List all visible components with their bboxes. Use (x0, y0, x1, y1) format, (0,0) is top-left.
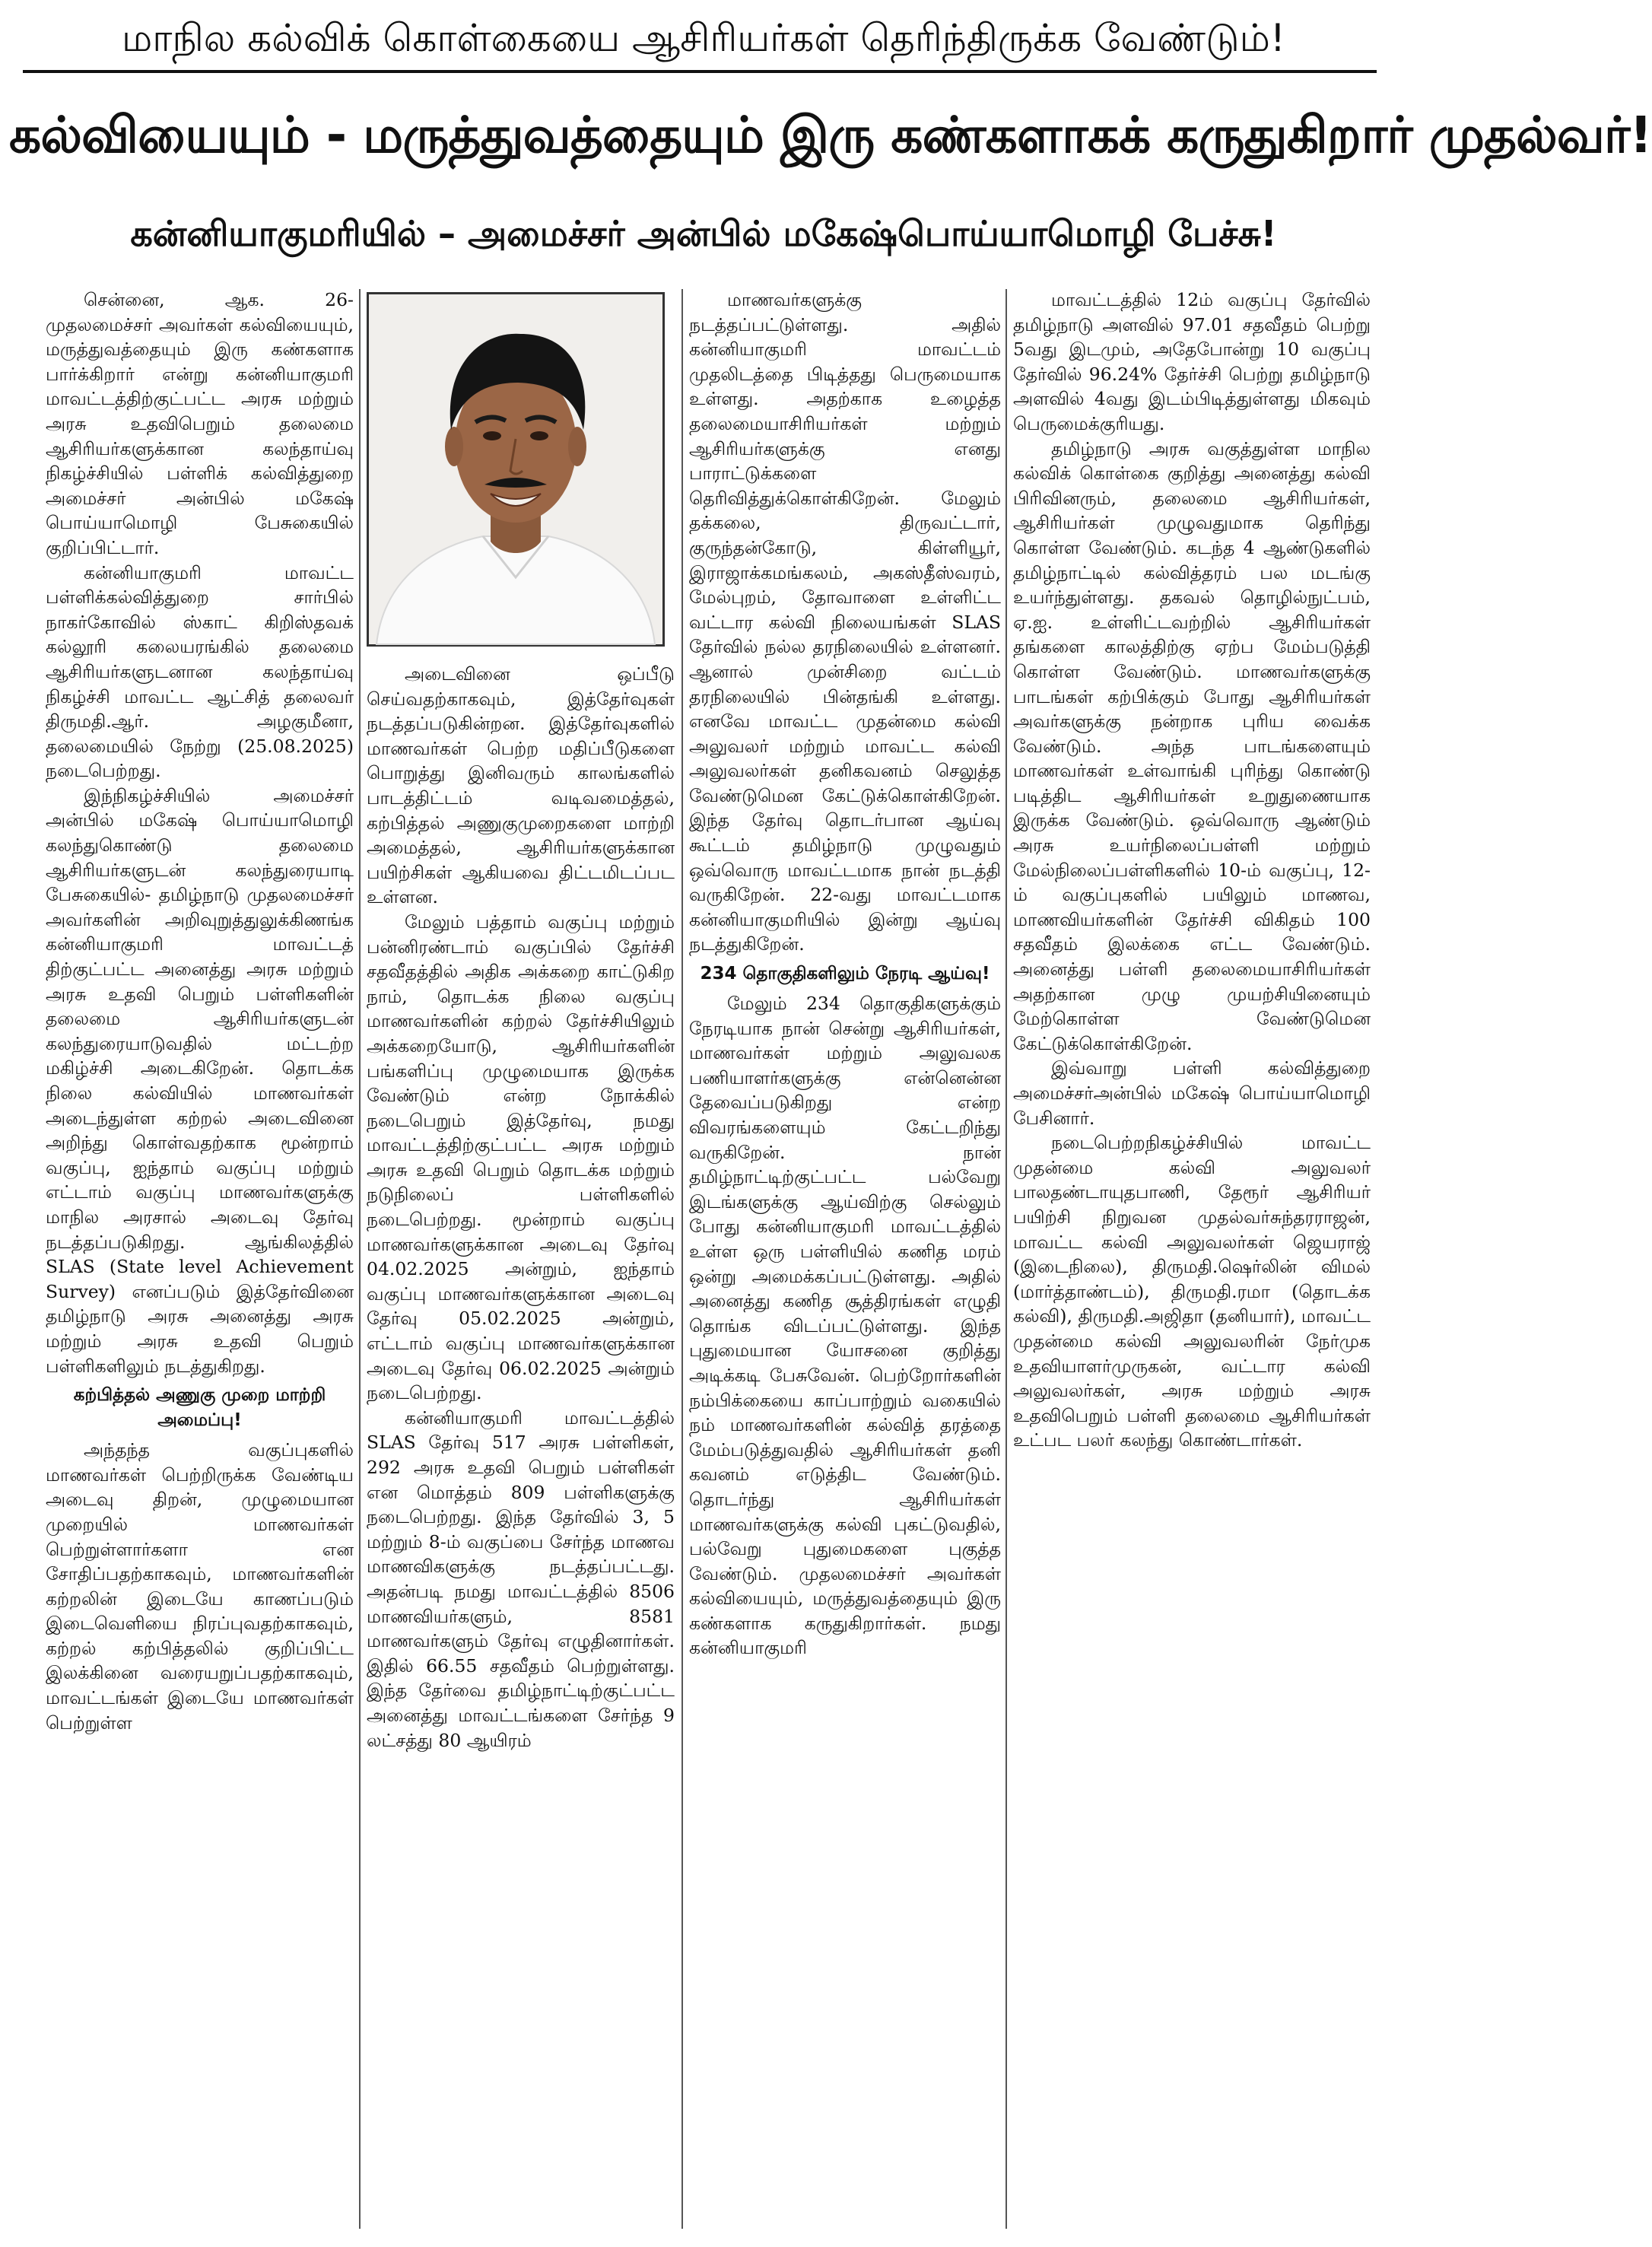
kicker-headline: மாநில கல்விக் கொள்கையை ஆசிரியர்கள் தெரிந்திருக்க வேண்டும்! (122, 16, 1285, 60)
paragraph: இந்நிகழ்ச்சியில் அமைச்சர் அன்பில் மகேஷ் பொய்யாமொழி கலந்துகொண்டு தலைமை ஆசிரியர்களுடன் கலந்துரையாடி பேசுகையில்- தமிழ்நாடு முதலமைச்சர் அவர்களின் அறிவுறுத்துலுக்கிணங்க கன்னியாகுமரி மாவட்டத் திற்குட்பட்ட அனைத்து அரசு மற்றும் அரசு உதவி பெறும் பள்ளிகளின் தலைமை ஆசிரியர்களுடன் கலந்துரையாடுவதில் மட்டற்ற மகிழ்ச்சி அடைகிறேன். தொடக்க நிலை கல்வியில் மாணவர்கள் அடைந்துள்ள கற்றல் அடைவினை அறிந்து கொள்வதற்காக மூன்றாம் வகுப்பு, ஐந்தாம் வகுப்பு மற்றும் எட்டாம் வகுப்பு மாணவர்களுக்கு மாநில அரசால் அடைவு தேர்வு நடத்தப்படுகிறது. ஆங்கிலத்தில் SLAS (State level Achievement Survey) எனப்படும் இத்தேர்வினை தமிழ்நாடு அரசு அனைத்து அரசு மற்றும் அரசு உதவி பெறும் பள்ளிகளிலும் நடத்துகிறது. (46, 784, 354, 1377)
kicker-rule (23, 70, 1377, 73)
paragraph: மாணவர்களுக்கு நடத்தப்பட்டுள்ளது. அதில் கன்னியாகுமரி மாவட்டம் முதலிடத்தை பிடித்தது பெருமையாக உள்ளது. அதற்காக உழைத்த தலைமையாசிரியர்கள் மற்றும் ஆசிரியர்களுக்கு எனது பாராட்டுக்களை தெரிவித்துக்கொள்கிறேன். மேலும் தக்கலை, திருவட்டார், குருந்தன்கோடு, கிள்ளியூர், இராஜாக்கமங்கலம், அகஸ்தீஸ்வரம், மேல்புறம், தோவாளை உள்ளிட்ட வட்டார கல்வி நிலையங்கள் SLAS தேர்வில் நல்ல தரநிலையில் உள்ளனர். ஆனால் முன்சிறை வட்டம் தரநிலையில் பின்தங்கி உள்ளது. எனவே மாவட்ட முதன்மை கல்வி அலுவலர் மற்றும் மாவட்ட கல்வி அலுவலர்கள் தனிகவனம் செலுத்த வேண்டுமென கேட்டுக்கொள்கிறேன். இந்த தேர்வு தொடர்பான ஆய்வு கூட்டம் தமிழ்நாடு முழுவதும் ஒவ்வொரு மாவட்டமாக நான் நடத்தி வருகிறேன். 22-வது மாவட்டமாக கன்னியாகுமரியில் இன்று ஆய்வு நடத்துகிறேன். (689, 289, 1001, 955)
article-column-4 (1013, 288, 1371, 2235)
paragraph: அந்தந்த வகுப்புகளில் மாணவர்கள் பெற்றிருக்க வேண்டிய அடைவு திறன், முழுமையான முறையில் மாணவர்கள் பெற்றுள்ளார்களா என சோதிப்பதற்காகவும், மாணவர்களின் கற்றலின் இடையே காணப்படும் இடைவெளியை நிரப்புவதற்காகவும், கற்றல் கற்பித்தலில் குறிப்பிட்ட இலக்கினை வரையறுப்பதற்காகவும், மாவட்டங்கள் இடையே மாணவர்கள் பெற்றுள்ள (46, 1439, 354, 1734)
section-subheading: கற்பித்தல் அணுகு முறை மாற்றி அமைப்பு! (73, 1385, 326, 1431)
paragraph: அடைவினை ஒப்பீடு செய்வதற்காகவும், இத்தேர்வுகள் நடத்தப்படுகின்றன. இத்தேர்வுகளில் மாணவர்கள் பெற்ற மதிப்பீடுகளை பொறுத்து இனிவரும் காலங்களில் பாடத்திட்டம் வடிவமைத்தல், கற்பித்தல் அணுகுமுறைகளை மாற்றி அமைத்தல், ஆசிரியர்களுக்கான பயிற்சிகள் ஆகியவை திட்டமிடப்பட உள்ளன. (367, 663, 675, 908)
paragraph: மாவட்டத்தில் 12ம் வகுப்பு தேர்வில் தமிழ்நாடு அளவில் 97.01 சதவீதம் பெற்று 5வது இடமும், அதேபோன்று 10 வகுப்பு தேர்வில் 96.24% தேர்ச்சி பெற்று தமிழ்நாடு அளவில் 4வது இடம்பிடித்துள்ளது மிகவும் பெருமைக்குரியது. (1013, 289, 1371, 434)
paragraph: நடைபெற்றநிகழ்ச்சியில் மாவட்ட முதன்மை கல்வி அலுவலர் பாலதண்டாயுதபாணி, தேரூர் ஆசிரியர் பயிற்சி நிறுவன முதல்வர்சுந்தரராஜன், மாவட்ட கல்வி அலுவலர்கள் ஜெயராஜ் (இடைநிலை), திருமதி.ஷெர்லின் விமல் (மார்த்தாண்டம்), திருமதி.ரமா (தொடக்க கல்வி), திருமதி.அஜிதா (தனியார்), மாவட்ட முதன்மை கல்வி அலுவலரின் நேர்முக உதவியாளர்முருகன், வட்டார கல்வி அலுவலர்கள், அரசு மற்றும் அரசு உதவிபெறும் பள்ளி தலைமை ஆசிரியர்கள் உட்பட பலர் கலந்து கொண்டார்கள். (1013, 1132, 1371, 1451)
article-column-1 (46, 288, 354, 2235)
article-column-2 (367, 662, 675, 2235)
portrait-image (369, 294, 662, 644)
column-rule (1005, 289, 1007, 2229)
paragraph: இவ்வாறு பள்ளி கல்வித்துறை அமைச்சர்அன்பில் மகேஷ் பொய்யாமொழி பேசினார். (1013, 1057, 1371, 1129)
paragraph: கன்னியாகுமரி மாவட்டத்தில் SLAS தேர்வு 517 அரசு பள்ளிகள், 292 அரசு உதவி பெறும் பள்ளிகள் என மொத்தம் 809 பள்ளிகளுக்கு நடைபெற்றது. இந்த தேர்வில் 3, 5 மற்றும் 8-ம் வகுப்பை சேர்ந்த மாணவ மாணவிகளுக்கு நடத்தப்பட்டது. அதன்படி நமது மாவட்டத்தில் 8506 மாணவியர்களும், 8581 மாணவர்களும் தேர்வு எழுதினார்கள். இதில் 66.55 சதவீதம் பெற்றுள்ளது. இந்த தேர்வை தமிழ்நாட்டிற்குட்பட்ட அனைத்து மாவட்டங்களை சேர்ந்த 9 லட்சத்து 80 ஆயிரம் (367, 1406, 675, 1751)
paragraph: தமிழ்நாடு அரசு வகுத்துள்ள மாநில கல்விக் கொள்கை குறித்து அனைத்து கல்வி பிரிவினரும், தலைமை ஆசிரியர்கள், ஆசிரியர்கள் முழுவதுமாக தெரிந்து கொள்ள வேண்டும். கடந்த 4 ஆண்டுகளில் தமிழ்நாட்டில் கல்வித்தரம் பல மடங்கு உயர்ந்துள்ளது. தகவல் தொழில்நுட்பம், ஏ.ஐ. உள்ளிட்டவற்றில் ஆசிரியர்கள் தங்களை காலத்திற்கு ஏற்ப மேம்படுத்தி கொள்ள வேண்டும். மாணவர்களுக்கு பாடங்கள் கற்பிக்கும் போது ஆசிரியர்கள் அவர்களுக்கு நன்றாக புரிய வைக்க வேண்டும். அந்த பாடங்களையும் மாணவர்கள் உள்வாங்கி புரிந்து கொண்டு படித்திட ஆசிரியர்கள் உறுதுணையாக இருக்க வேண்டும். ஒவ்வொரு ஆண்டும் அரசு உயர்நிலைப்பள்ளி மற்றும் மேல்நிலைப்பள்ளிகளில் 10-ம் வகுப்பு, 12-ம் வகுப்புகளில் பயிலும் மாணவ, மாணவியர்களின் தேர்ச்சி விகிதம் 100 சதவீதம் இலக்கை எட்ட வேண்டும். அனைத்து பள்ளி தலைமையாசிரியர்கள் அதற்கான முழு முயற்சியினையும் மேற்கொள்ள வேண்டுமென கேட்டுக்கொள்கிறேன். (1013, 437, 1371, 1054)
minister-photo (367, 292, 665, 647)
paragraph: மேலும் பத்தாம் வகுப்பு மற்றும் பன்னிரண்டாம் வகுப்பில் தேர்ச்சி சதவீதத்தில் அதிக அக்கறை காட்டுகிற நாம், தொடக்க நிலை வகுப்பு மாணவர்களின் கற்றல் தேர்ச்சியிலும் அக்கறையோடு, ஆசிரியர்களின் பங்களிப்பு முழுமையாக இருக்க வேண்டும் என்ற நோக்கில் நடைபெறும் இத்தேர்வு, நமது மாவட்டத்திற்குட்பட்ட அரசு மற்றும் அரசு உதவி பெறும் தொடக்க மற்றும் நடுநிலைப் பள்ளிகளில் நடைபெற்றது. மூன்றாம் வகுப்பு மாணவர்களுக்கான அடைவு தேர்வு 04.02.2025 அன்றும், ஐந்தாம் வகுப்பு மாணவர்களுக்கான அடைவு தேர்வு 05.02.2025 அன்றும், எட்டாம் வகுப்பு மாணவர்களுக்கான அடைவு தேர்வு 06.02.2025 அன்றும் நடைபெற்றது. (367, 911, 675, 1404)
paragraph: மேலும் 234 தொகுதிகளுக்கும் நேரடியாக நான் சென்று ஆசிரியர்கள், மாணவர்கள் மற்றும் அலுவலக பணியாளர்களுக்கு என்னென்ன தேவைப்படுகிறது என்ற விவரங்களையும் கேட்டறிந்து வருகிறேன். நான் தமிழ்நாட்டிற்குட்பட்ட பல்வேறு இடங்களுக்கு ஆய்விற்கு செல்லும் போது கன்னியாகுமரி மாவட்டத்தில் உள்ள ஒரு பள்ளியில் கணித மரம் ஒன்று அமைக்கப்பட்டுள்ளது. அதில் அனைத்து கணித சூத்திரங்கள் எழுதி தொங்க விடப்பட்டுள்ளது. இந்த புதுமையான யோசனை குறித்து அடிக்கடி பேசுவேன். பெற்றோர்களின் நம்பிக்கையை காப்பாற்றும் வகையில் நம் மாணவர்களின் கல்வித் தரத்தை மேம்படுத்துவதில் ஆசிரியர்கள் தனி கவனம் எடுத்திட வேண்டும். தொடர்ந்து ஆசிரியர்கள் மாணவர்களுக்கு கல்வி புகட்டுவதில், பல்வேறு புதுமைகளை புகுத்த வேண்டும். முதலமைச்சர் அவர்கள் கல்வியையும், மருத்துவத்தையும் இரு கண்களாக கருதுகிறார்கள். நமது கன்னியாகுமரி (689, 993, 1001, 1659)
column-rule (681, 289, 683, 2229)
column-rule (359, 289, 361, 2229)
section-subheading: 234 தொகுதிகளிலும் நேரடி ஆய்வு! (700, 964, 990, 984)
article-column-3 (689, 288, 1001, 2235)
main-headline: கல்வியையும் - மருத்துவத்தையும் இரு கண்களாகக் கருதுகிறார் முதல்வர்! (9, 106, 1652, 164)
sub-headline: கன்னியாகுமரியில் – அமைச்சர் அன்பில் மகேஷ்பொய்யாமொழி பேச்சு! (130, 213, 1277, 254)
paragraph: சென்னை, ஆக. 26- முதலமைச்சர் அவர்கள் கல்வியையும், மருத்துவத்தையும் இரு கண்களாக பார்க்கிறார் என்று கன்னியாகுமரி மாவட்டத்திற்குட்பட்ட அரசு மற்றும் அரசு உதவிபெறும் தலைமை ஆசிரியர்களுக்கான கலந்தாய்வு நிகழ்ச்சியில் பள்ளிக் கல்வித்துறை அமைச்சர் அன்பில் மகேஷ் பொய்யாமொழி பேசுகையில் குறிப்பிட்டார். (46, 289, 354, 558)
paragraph: கன்னியாகுமரி மாவட்ட பள்ளிக்கல்வித்துறை சார்பில் நாகர்கோவில் ஸ்காட் கிறிஸ்தவக் கல்லூரி கலையரங்கில் தலைமை ஆசிரியர்களுடனான கலந்தாய்வு நிகழ்ச்சி மாவட்ட ஆட்சித் தலைவர் திருமதி.ஆர். அழகுமீனா, தலைமையில் நேற்று (25.08.2025) நடைபெற்றது. (46, 561, 354, 782)
